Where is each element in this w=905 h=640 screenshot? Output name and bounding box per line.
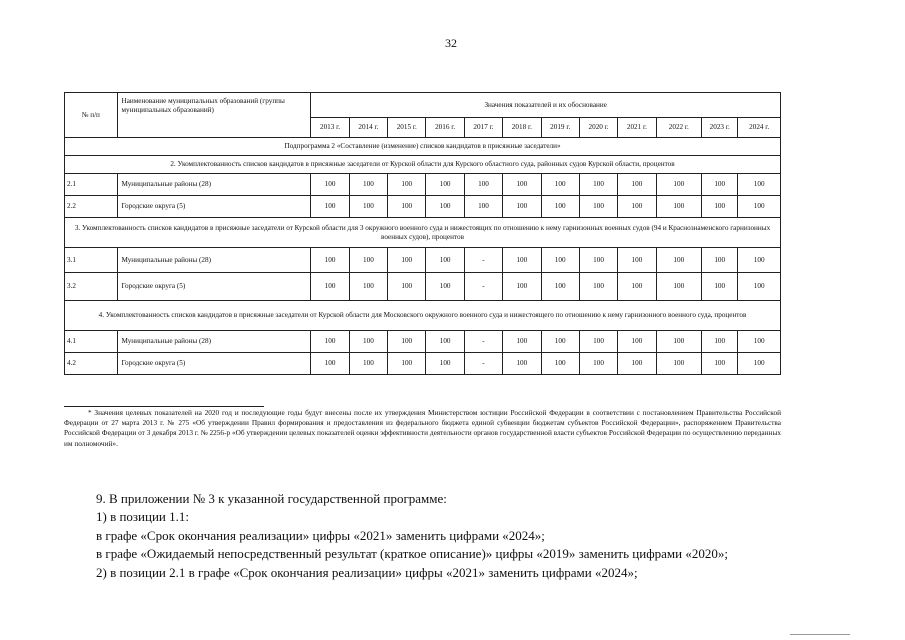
row-value: 100 [618,196,656,218]
row-value: 100 [311,174,349,196]
row-value: 100 [388,196,426,218]
row-value: 100 [738,248,781,273]
row-value: 100 [311,353,349,375]
row-value: 100 [656,174,701,196]
footnote [64,408,781,449]
row-value: 100 [541,248,579,273]
row-value: 100 [618,248,656,273]
row-value: 100 [656,331,701,353]
row-value: 100 [426,248,464,273]
header-year: 2024 г. [738,118,781,138]
row-value: 100 [349,248,387,273]
row-value: 100 [503,248,541,273]
row-value: 100 [464,196,502,218]
row-name: Муниципальные районы (28) [117,331,311,353]
row-value: 100 [579,248,617,273]
row-value: 100 [388,174,426,196]
row-value: 100 [349,196,387,218]
row-value: 100 [349,174,387,196]
row-value: 100 [388,353,426,375]
row-value: 100 [503,353,541,375]
row-value: 100 [426,331,464,353]
row-name: Городские округа (5) [117,273,311,301]
paragraph: 2) в позиции 2.1 в графе «Срок окончания реализации» цифры «2021» заменить цифрами «2024»; [96,564,638,580]
row-value: 100 [579,353,617,375]
row-value: 100 [702,196,738,218]
table-row [65,273,781,301]
row-value: 100 [426,174,464,196]
row-value: 100 [311,248,349,273]
row-value: 100 [738,196,781,218]
row-value: 100 [738,331,781,353]
header-year: 2017 г. [464,118,502,138]
header-year: 2013 г. [311,118,349,138]
page-number: 32 [445,36,457,50]
row-value: 100 [388,248,426,273]
row-value: 100 [738,353,781,375]
header-year: 2021 г. [618,118,656,138]
row-value: 100 [618,273,656,301]
row-value: 100 [579,331,617,353]
header-year: 2022 г. [656,118,701,138]
row-value: 100 [702,273,738,301]
row-value: 100 [702,353,738,375]
section-title: 2. Укомплектованность списков кандидатов в присяжные заседатели от Курской области для Курского областного суда, районных судов Курской области, процентов [65,156,781,174]
header-year: 2014 г. [349,118,387,138]
table-row [65,331,781,353]
row-value: 100 [618,353,656,375]
table-row [65,196,781,218]
header-year: 2019 г. [541,118,579,138]
paragraph: в графе «Срок окончания реализации» цифры «2021» заменить цифрами «2024»; [96,527,545,543]
row-value: 100 [702,174,738,196]
row-value: 100 [541,353,579,375]
footnote-divider [64,406,264,407]
row-value: 100 [656,196,701,218]
row-value: 100 [503,273,541,301]
row-value: 100 [656,353,701,375]
row-value: 100 [503,196,541,218]
section-title: 4. Укомплектованность списков кандидатов в присяжные заседатели от Курской области для Московского окружного военного суда и нижестоящего по отношению к нему гарнизонного военного суда, процентов [65,301,781,331]
row-value: 100 [579,273,617,301]
row-value: 100 [541,174,579,196]
row-value: - [464,331,502,353]
row-value: 100 [541,273,579,301]
header-name: Наименование муниципальных образований (группы муниципальных образований) [117,93,311,138]
row-value: 100 [738,273,781,301]
indicators-table [64,92,781,375]
row-value: 100 [311,273,349,301]
row-number: 3.2 [65,273,118,301]
row-value: - [464,353,502,375]
row-value: 100 [426,353,464,375]
row-name: Городские округа (5) [117,196,311,218]
row-value: 100 [349,353,387,375]
row-value: 100 [388,331,426,353]
row-value: 100 [702,248,738,273]
row-value: 100 [349,273,387,301]
footnote-text: * Значения целевых показателей на 2020 год и последующие годы будут внесены после их утверждения Министерством юстиции Российской Федерации в соответствии с постановлением Правительства Российской Федерации от 27 марта 2013 г. № 275 «Об утверждении Правил формирования и предоставления из федерального бюджета единой субвенции бюджетам субъектов Российской Федерации», распоряжением Правительства Российской Федерации от 3 декабря 2013 г. № 2256-р «Об утверждении целевых показателей оценки эффективности деятельности органов государственной власти субъектов Российской Федерации по осуществлению переданных им полномочий». [64,408,781,448]
row-number: 3.1 [65,248,118,273]
row-value: 100 [541,331,579,353]
table-row [65,353,781,375]
row-value: - [464,248,502,273]
table-row [65,248,781,273]
header-year: 2015 г. [388,118,426,138]
header-values-title: Значения показателей и их обоснование [311,93,781,118]
row-value: 100 [702,331,738,353]
row-number: 4.1 [65,331,118,353]
header-no: № п/п [65,93,118,138]
row-value: 100 [579,174,617,196]
row-value: 100 [656,273,701,301]
paragraph: 9. В приложении № 3 к указанной государственной программе: [96,491,447,506]
row-value: 100 [426,273,464,301]
page-edge-line [790,634,850,635]
row-value: 100 [503,174,541,196]
header-year: 2023 г. [702,118,738,138]
row-value: 100 [464,174,502,196]
row-value: - [464,273,502,301]
row-value: 100 [311,196,349,218]
table-row [65,174,781,196]
paragraph: 1) в позиции 1.1: [96,509,189,525]
row-value: 100 [388,273,426,301]
header-year: 2018 г. [503,118,541,138]
row-number: 2.1 [65,174,118,196]
paragraph: в графе «Ожидаемый непосредственный результат (краткое описание)» цифры «2019» заменить цифрами «2020»; [96,546,728,562]
row-name: Муниципальные районы (28) [117,248,311,273]
row-value: 100 [541,196,579,218]
row-value: 100 [618,174,656,196]
row-value: 100 [503,331,541,353]
row-name: Городские округа (5) [117,353,311,375]
row-value: 100 [618,331,656,353]
body-text [96,490,856,582]
subprogram-title: Подпрограмма 2 «Составление (изменение) списков кандидатов в присяжные заседатели» [65,138,781,156]
row-value: 100 [738,174,781,196]
row-number: 2.2 [65,196,118,218]
row-value: 100 [426,196,464,218]
section-title: 3. Укомплектованность списков кандидатов в присяжные заседатели от Курской области для 3 окружного военного суда и нижестоящих по отношению к нему гарнизонных военных судов (94 и Краснознаменского гарнизонных военных судов), процентов [65,218,781,248]
row-value: 100 [349,331,387,353]
row-number: 4.2 [65,353,118,375]
header-year: 2016 г. [426,118,464,138]
row-value: 100 [579,196,617,218]
row-value: 100 [656,248,701,273]
row-value: 100 [311,331,349,353]
header-year: 2020 г. [579,118,617,138]
row-name: Муниципальные районы (28) [117,174,311,196]
